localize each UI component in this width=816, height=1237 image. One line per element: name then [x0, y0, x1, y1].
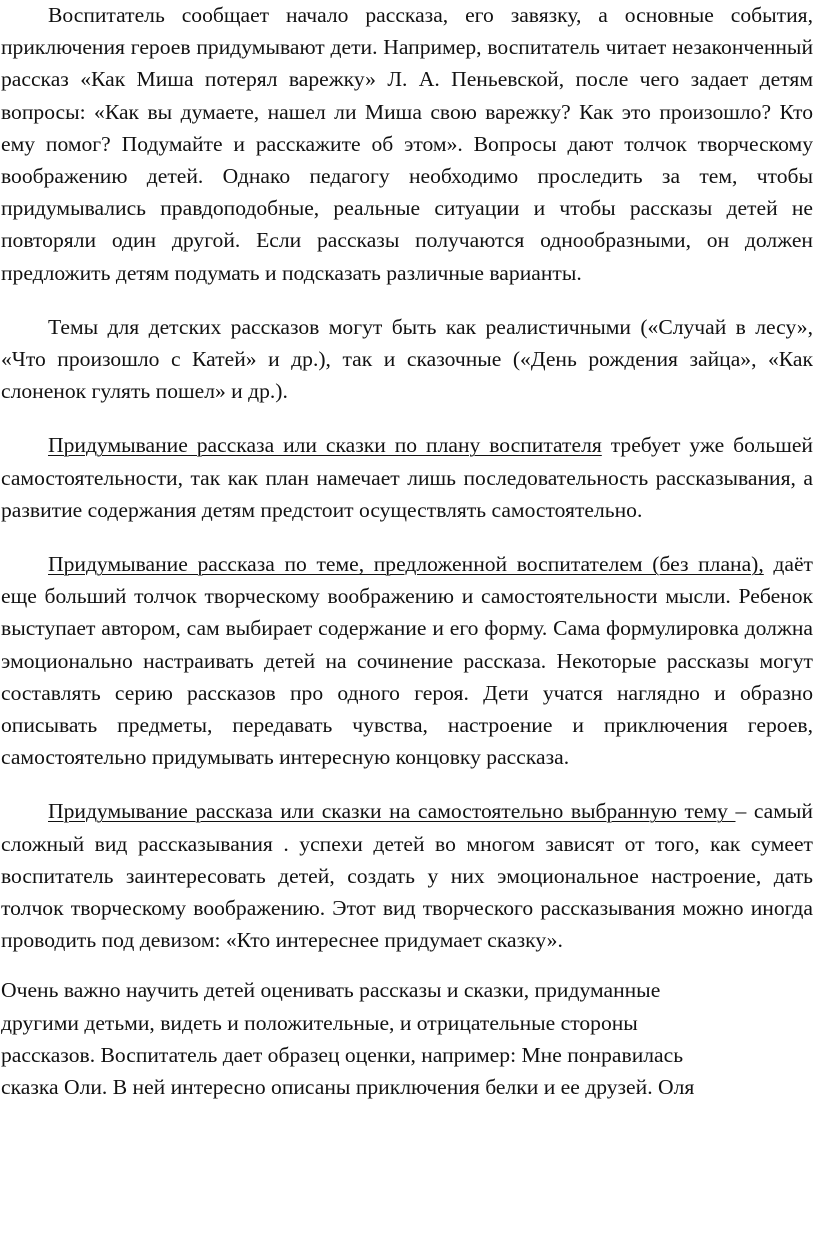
text-line: другими детьми, видеть и положительные, и отрицательные стороны — [1, 1010, 638, 1035]
text-line: Очень важно научить детей оценивать рассказы и сказки, придуманные — [1, 978, 661, 1003]
paragraph-text: требует уже большей самостоятельности, так как план намечает лишь последовательность рассказывания, а развитие содержания детям предстоит осуществлять самостоятельно. — [1, 433, 813, 522]
paragraph-text: – самый сложный вид рассказывания . успехи детей во многом зависят от того, как сумеет воспитатель заинтересовать детей, создать у них эмоциональное настроение, дать толчок творческому воображению. Этот вид творческого рассказывания можно иногда проводить под девизом: «Кто интереснее придумает сказку». — [1, 799, 813, 953]
paragraph-free-theme-storytelling — [1, 795, 813, 956]
paragraph-evaluation — [1, 974, 813, 1103]
underlined-heading: Придумывание рассказа по теме, предложенной воспитателем (без плана), — [48, 552, 764, 577]
underlined-heading: Придумывание рассказа или сказки на самостоятельно выбранную тему — [48, 799, 736, 824]
paragraph-plan-storytelling — [1, 429, 813, 526]
paragraph-text: Воспитатель сообщает начало рассказа, его завязку, а основные события, приключения героев придумывают дети. Например, воспитатель читает незаконченный рассказ «Как Миша потерял варежку» Л. А. Пеньевской, после чего задает детям вопросы: «Как вы думаете, нашел ли Миша свою варежку? Как это произошло? Кто ему помог? Подумайте и расскажите об этом». Вопросы дают толчок творческому воображению детей. Однако педагогу необходимо проследить за тем, чтобы придумывались правдоподобные, реальные ситуации и чтобы рассказы детей не повторяли один другой. Если рассказы получаются однообразными, он должен предложить детям подумать и подсказать различные варианты. — [1, 3, 813, 285]
paragraph-text: Темы для детских рассказов могут быть как реалистичными («Случай в лесу», «Что произошло с Катей» и др.), так и сказочные («День рождения зайца», «Как слоненок гулять пошел» и др.). — [1, 314, 813, 404]
text-line: рассказов. Воспитатель дает образец оценки, например: Мне понравилась — [1, 1042, 684, 1067]
underlined-heading: Придумывание рассказа или сказки по плану воспитателя — [48, 433, 602, 458]
paragraph-theme-storytelling — [1, 548, 813, 773]
text-line: сказка Оли. В ней интересно описаны приключения белки и ее друзей. Оля — [1, 1075, 695, 1100]
paragraph-text: даёт еще больший толчок творческому воображению и самостоятельности мысли. Ребенок выступает автором, сам выбирает содержание и его форму. Сама формулировка должна эмоционально настраивать детей на сочинение рассказа. Некоторые рассказы могут составлять серию рассказов про одного героя. Дети учатся наглядно и образно описывать предметы, передавать чувства, настроение и приключения героев, самостоятельно придумывать интересную концовку рассказа. — [1, 552, 813, 770]
paragraph-story-themes — [1, 311, 813, 408]
paragraph-intro-story-start — [1, 0, 813, 289]
